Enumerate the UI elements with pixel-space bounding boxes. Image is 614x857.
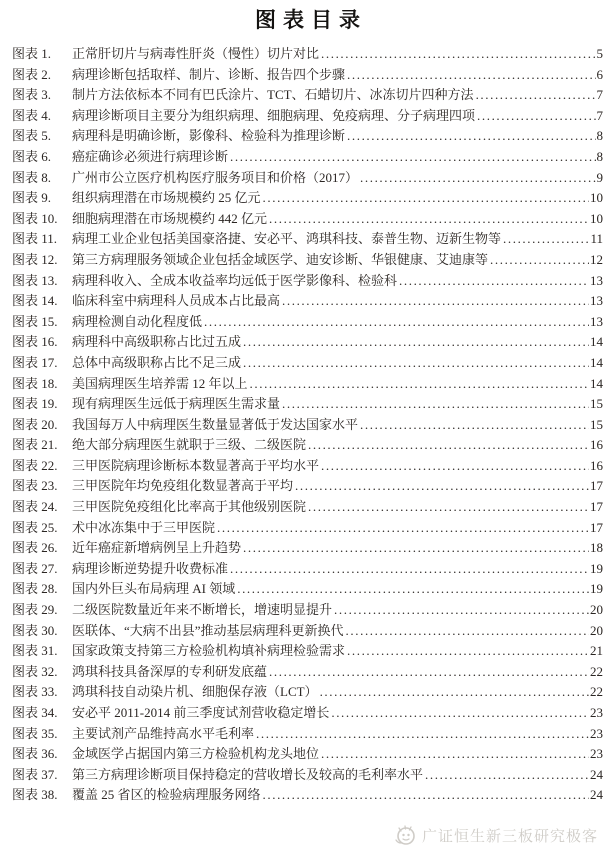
toc-entry-row	[12, 620, 603, 641]
page-number: 18	[590, 540, 603, 556]
dot-leader	[269, 664, 589, 680]
dot-leader	[308, 499, 589, 515]
toc-entry-row	[12, 64, 603, 85]
figure-title: 癌症确诊必须进行病理诊断	[72, 148, 229, 164]
page-number: 14	[590, 375, 603, 391]
figure-label: 图表 2.	[12, 66, 52, 82]
dot-leader	[243, 540, 589, 556]
toc-entry-row	[12, 661, 603, 682]
toc-entry-row	[12, 373, 603, 394]
figure-label: 图表 11.	[12, 231, 58, 247]
figure-label: 图表 35.	[12, 725, 58, 741]
dot-leader	[237, 581, 589, 597]
toc-entry-row	[12, 743, 603, 764]
dot-leader	[263, 787, 589, 803]
figure-title: 三甲医院年均免疫组化数显著高于平均	[72, 478, 294, 494]
figure-label: 图表 14.	[12, 293, 58, 309]
toc-entry-row	[12, 228, 603, 249]
figure-title: 主要试剂产品维持高水平毛利率	[72, 725, 255, 741]
figure-title: 安必平 2011-2014 前三季度试剂营收稳定增长	[72, 705, 330, 720]
dot-leader	[282, 293, 589, 309]
figure-label: 图表 24.	[12, 499, 58, 515]
page-number: 13	[590, 313, 603, 329]
figure-title: 病理工业企业包括美国豪洛捷、安必平、鸿琪科技、泰普生物、迈新生物等	[72, 231, 502, 247]
figure-title: 病理诊断项目主要分为组织病理、细胞病理、免疫病理、分子病理四项	[72, 107, 476, 123]
toc-entry-row	[12, 331, 603, 352]
dot-leader	[321, 458, 589, 474]
page-number: 7	[596, 87, 603, 103]
figure-title: 病理科是明确诊断，影像科、检验科为推理诊断	[72, 128, 346, 144]
figure-title: 三甲医院免疫组化比率高于其他级别医院	[72, 499, 307, 515]
dot-leader	[320, 684, 589, 700]
page-number: 16	[590, 457, 603, 473]
page-number: 17	[590, 499, 603, 515]
page-number: 24	[590, 787, 603, 803]
toc-entry-row	[12, 434, 603, 455]
page-number: 13	[590, 272, 603, 288]
page-number: 17	[590, 478, 603, 494]
toc-entry-row	[12, 393, 603, 414]
page-number: 10	[590, 190, 603, 206]
page-number: 6	[596, 66, 603, 82]
figure-label: 图表 34.	[12, 705, 58, 720]
toc-entry-row	[12, 290, 603, 311]
figure-label: 图表 27.	[12, 560, 58, 576]
dot-leader	[346, 623, 589, 639]
figure-label: 图表 1.	[12, 46, 52, 61]
figure-title: 国内外巨头布局病理 AI 领域	[72, 581, 236, 597]
figure-label: 图表 8.	[12, 169, 52, 185]
figure-label: 图表 37.	[12, 766, 58, 782]
page-number: 5	[596, 46, 603, 61]
figure-title: 二级医院数量近年来不断增长，增速明显提升	[72, 602, 333, 618]
figure-label: 图表 38.	[12, 787, 58, 803]
figure-title: 医联体、“大病不出县”推动基层病理科更新换代	[72, 622, 344, 638]
toc-entry-row	[12, 311, 603, 332]
figure-label: 图表 16.	[12, 334, 58, 350]
figure-title: 病理检测自动化程度低	[72, 313, 203, 329]
figure-title: 鸿琪科技自动染片机、细胞保存液（LCT）	[72, 684, 318, 700]
figure-label: 图表 17.	[12, 354, 58, 370]
figure-title: 覆盖 25 省区的检验病理服务网络	[72, 787, 261, 803]
dot-leader	[308, 437, 589, 453]
page-number: 12	[590, 251, 603, 267]
toc-entry-row	[12, 599, 603, 620]
figure-label: 图表 23.	[12, 478, 58, 494]
toc-entry-row	[12, 414, 603, 435]
dot-leader	[425, 767, 589, 783]
toc-entry-row	[12, 702, 603, 723]
figure-label: 图表 6.	[12, 148, 52, 164]
page-number: 20	[590, 622, 603, 638]
figure-title: 总体中高级职称占比不足三成	[72, 354, 242, 370]
figure-label: 图表 28.	[12, 581, 58, 597]
figure-label: 图表 15.	[12, 313, 58, 329]
figure-label: 图表 30.	[12, 622, 58, 638]
dot-leader	[399, 273, 589, 289]
figure-title: 近年癌症新增病例呈上升趋势	[72, 540, 242, 556]
page-number: 13	[590, 293, 603, 309]
dot-leader	[347, 128, 595, 144]
page-number: 8	[596, 128, 603, 144]
figure-title: 正常肝切片与病毒性肝炎（慢性）切片对比	[72, 46, 320, 61]
toc-entry-row	[12, 352, 603, 373]
dot-leader	[503, 231, 589, 247]
dot-leader	[269, 211, 589, 227]
figure-title: 细胞病理潜在市场规模约 442 亿元	[72, 210, 268, 226]
toc-entry-row	[12, 640, 603, 661]
brand-watermark-text: 广证恒生新三板研究极客	[421, 827, 598, 845]
dot-leader	[477, 108, 595, 124]
page-number: 15	[590, 416, 603, 432]
figure-label: 图表 20.	[12, 416, 58, 432]
page-number: 7	[596, 107, 603, 123]
page-number: 19	[590, 560, 603, 576]
figure-label: 图表 32.	[12, 663, 58, 679]
toc-entry-row	[12, 187, 603, 208]
figure-toc-list	[12, 43, 603, 805]
dot-leader	[230, 149, 595, 165]
figure-title: 国家政策支持第三方检验机构填补病理检验需求	[72, 643, 346, 659]
toc-entry-row	[12, 146, 603, 167]
toc-entry-row	[12, 167, 603, 188]
dot-leader	[321, 746, 589, 762]
dot-leader	[476, 87, 596, 103]
toc-entry-row	[12, 517, 603, 538]
figure-label: 图表 4.	[12, 107, 52, 123]
dot-leader	[347, 67, 595, 83]
figure-label: 图表 10.	[12, 210, 58, 226]
figure-title: 第三方病理诊断项目保持稳定的营收增长及较高的毛利率水平	[72, 766, 424, 782]
brand-watermark	[393, 824, 598, 846]
toc-entry-row	[12, 578, 603, 599]
page-number: 23	[590, 746, 603, 762]
figure-title: 我国每万人中病理医生数量显著低于发达国家水平	[72, 416, 359, 432]
dot-leader	[360, 170, 595, 186]
dot-leader	[243, 334, 589, 350]
dot-leader	[490, 252, 589, 268]
page-number: 17	[590, 519, 603, 535]
figure-title: 三甲医院病理诊断标本数显著高于平均水平	[72, 457, 320, 473]
toc-entry-row	[12, 249, 603, 270]
page-number: 14	[590, 334, 603, 350]
mascot-icon	[393, 824, 417, 846]
figure-label: 图表 3.	[12, 87, 52, 103]
figure-label: 图表 19.	[12, 396, 58, 412]
toc-entry-row	[12, 723, 603, 744]
page-number: 22	[590, 684, 603, 700]
toc-entry-row	[12, 125, 603, 146]
page-number: 22	[590, 663, 603, 679]
page-number: 14	[590, 354, 603, 370]
figure-title: 组织病理潜在市场规模约 25 亿元	[72, 190, 261, 206]
figure-label: 图表 31.	[12, 643, 58, 659]
toc-entry-row	[12, 764, 603, 785]
dot-leader	[360, 417, 589, 433]
dot-leader	[243, 355, 589, 371]
dot-leader	[263, 190, 589, 206]
toc-entry-row	[12, 43, 603, 64]
page-number: 19	[590, 581, 603, 597]
figure-label: 图表 5.	[12, 128, 52, 144]
dot-leader	[347, 643, 589, 659]
figure-title: 鸿琪科技具备深厚的专利研发底蕴	[72, 663, 268, 679]
figure-label: 图表 25.	[12, 519, 58, 535]
toc-entry-row	[12, 105, 603, 126]
figure-title: 病理科中高级职称占比过五成	[72, 334, 242, 350]
dot-leader	[250, 376, 589, 392]
figure-label: 图表 12.	[12, 251, 58, 267]
dot-leader	[282, 396, 589, 412]
toc-entry-row	[12, 84, 603, 105]
page-number: 20	[590, 602, 603, 618]
toc-entry-row	[12, 475, 603, 496]
dot-leader	[230, 561, 589, 577]
figure-title: 病理科收入、全成本收益率均远低于医学影像科、检验科	[72, 272, 398, 288]
figure-title: 广州市公立医疗机构医疗服务项目和价格（2017）	[72, 169, 359, 185]
page-number: 8	[596, 148, 603, 164]
dot-leader	[204, 314, 589, 330]
dot-leader	[321, 46, 595, 62]
page-title: 图表目录	[255, 8, 367, 32]
page-number: 21	[590, 643, 603, 659]
toc-entry-row	[12, 784, 603, 805]
dot-leader	[256, 726, 589, 742]
page-number: 23	[590, 725, 603, 741]
figure-label: 图表 26.	[12, 540, 58, 556]
figure-title: 绝大部分病理医生就职于三级、二级医院	[72, 437, 307, 453]
figure-title: 临床科室中病理科人员成本占比最高	[72, 293, 281, 309]
figure-title: 制片方法依标本不同有巴氏涂片、TCT、石蜡切片、冰冻切片四种方法	[72, 87, 474, 103]
figure-title: 术中冰冻集中于三甲医院	[72, 519, 216, 535]
page-number: 9	[596, 169, 603, 185]
toc-entry-row	[12, 208, 603, 229]
page-number: 16	[590, 437, 603, 453]
toc-entry-row	[12, 270, 603, 291]
figure-label: 图表 21.	[12, 437, 58, 453]
toc-entry-row	[12, 537, 603, 558]
page-number: 10	[590, 210, 603, 226]
dot-leader	[295, 478, 589, 494]
page-number: 11	[590, 231, 603, 247]
dot-leader	[334, 602, 589, 618]
figure-title: 美国病理医生培养需 12 年以上	[72, 375, 248, 391]
figure-label: 图表 22.	[12, 457, 58, 473]
toc-entry-row	[12, 558, 603, 579]
figure-title: 金域医学占据国内第三方检验机构龙头地位	[72, 746, 320, 762]
figure-label: 图表 36.	[12, 746, 58, 762]
dot-leader	[331, 705, 589, 721]
toc-entry-row	[12, 496, 603, 517]
figure-label: 图表 33.	[12, 684, 58, 700]
figure-title: 病理诊断逆势提升收费标准	[72, 560, 229, 576]
page-number: 15	[590, 396, 603, 412]
figure-label: 图表 29.	[12, 602, 58, 618]
figure-label: 图表 18.	[12, 375, 58, 391]
figure-label: 图表 13.	[12, 272, 58, 288]
page-number: 23	[590, 705, 603, 720]
dot-leader	[217, 520, 589, 536]
figure-title: 病理诊断包括取样、制片、诊断、报告四个步骤	[72, 66, 346, 82]
figure-title: 现有病理医生远低于病理医生需求量	[72, 396, 281, 412]
page-number: 24	[590, 766, 603, 782]
figure-title: 第三方病理服务领域企业包括金域医学、迪安诊断、华银健康、艾迪康等	[72, 251, 489, 267]
toc-entry-row	[12, 455, 603, 476]
figure-label: 图表 9.	[12, 190, 52, 206]
toc-entry-row	[12, 681, 603, 702]
